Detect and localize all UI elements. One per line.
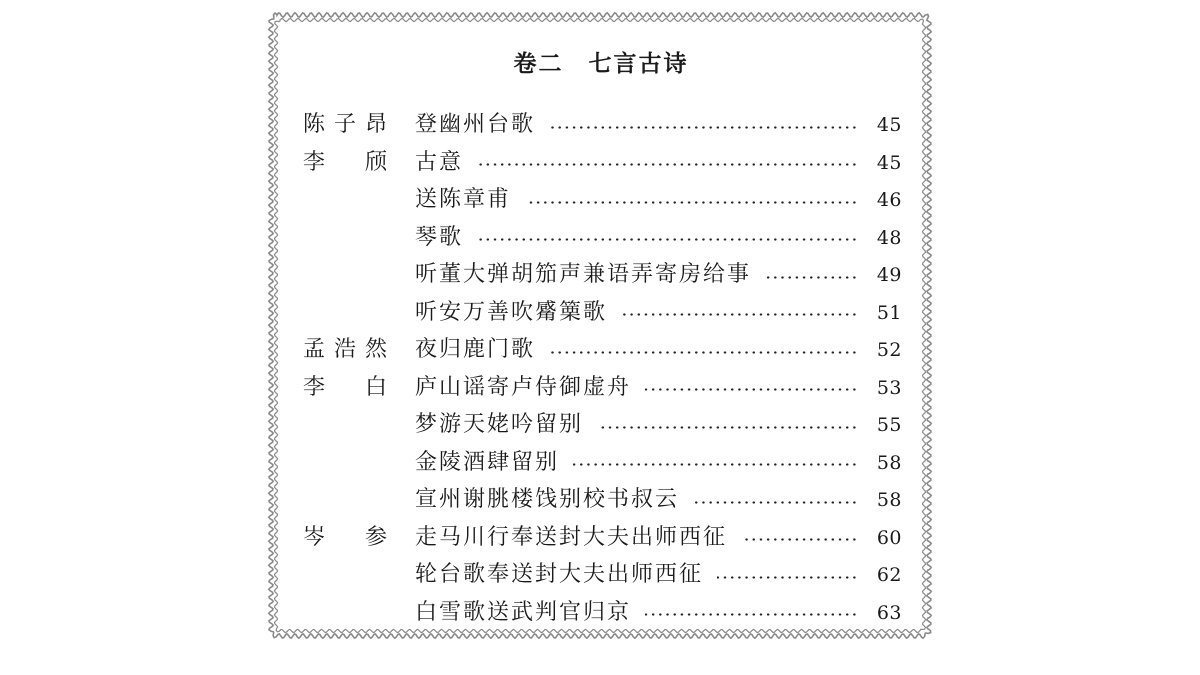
toc-entry-title: 梦游天姥吟留别 [415,412,584,437]
toc-entry-title-line [415,225,858,251]
toc-entry-author [303,262,387,288]
toc-entry-title: 送陈章甫 [415,187,512,212]
dot-leader [597,426,858,429]
toc-entry-author [303,412,387,438]
toc-entry-title: 宣州谢朓楼饯别校书叔云 [415,487,680,512]
toc-entry-author [303,375,387,401]
toc-entry-title: 听董大弹胡笳声兼语弄寄房给事 [415,262,752,287]
toc-entry-author [303,112,387,138]
toc-entry-page-number: 49 [876,264,902,286]
toc-entry-author [303,487,387,513]
toc-entry-title: 琴歌 [415,224,464,250]
toc-entry-title-line [415,150,858,176]
author-character: 岑 [303,524,326,550]
dot-leader [765,276,858,279]
dot-leader [717,576,858,579]
dot-leader [477,163,858,166]
toc-entry-page-number: 52 [876,339,902,361]
dot-leader [549,126,858,129]
toc-entry-page-number: 53 [876,376,902,399]
dot-leader [621,313,858,316]
toc-entry-page-number: 48 [876,226,902,249]
toc-entry-title: 听安万善吹觱篥歌 [415,299,608,325]
dot-leader [525,201,858,204]
author-character: 李 [303,374,326,400]
toc-entry-author [303,450,387,476]
author-character: 李 [303,149,326,175]
toc-entry-author [303,562,387,588]
toc-entry-page-number: 45 [876,151,902,174]
author-character: 陈 [303,112,326,137]
toc-entry-title: 走马川行奉送封大夫出师西征 [415,524,728,550]
toc-entry-page-number: 60 [876,526,902,549]
author-character: 参 [364,524,387,550]
toc-entry-author [303,525,387,551]
toc-entry-author [303,150,387,176]
toc-entry-page-number: 46 [876,189,902,211]
toc-entry-title: 庐山谣寄卢侍御虚舟 [415,374,632,400]
toc-entry-author [303,225,387,251]
dot-leader [645,388,858,391]
toc-entry-author [303,187,387,213]
section-title: 卷二 七言古诗 [513,50,689,77]
author-character: 孟 [303,337,326,362]
author-character: 颀 [364,149,387,175]
toc-entry-title: 登幽州台歌 [415,112,536,137]
author-character: 浩 [333,337,356,362]
toc-entry-page-number: 45 [876,114,902,136]
dot-leader [549,351,858,354]
toc-entry-title-line [415,187,858,213]
toc-entry-title: 古意 [415,149,464,175]
toc-entry-title: 轮台歌奉送封大夫出师西征 [415,562,704,587]
author-character: 白 [364,374,387,400]
toc-entry-page-number: 58 [876,451,902,474]
toc-entry-title-line [415,562,858,588]
toc-entry-title-line [415,600,858,626]
dot-leader [477,238,858,241]
dot-leader [741,538,858,541]
toc-entry-author [303,337,387,363]
toc-entry-page-number: 58 [876,489,902,511]
author-character: 昂 [364,112,387,137]
toc-entry-title-line [415,487,858,513]
toc-entry-page-number: 63 [876,601,902,624]
toc-entry-title-line [415,412,858,438]
toc-entry-page-number: 62 [876,564,902,586]
dot-leader [573,463,858,466]
toc-entry-title-line [415,337,858,363]
author-character: 子 [333,112,356,137]
author-character: 然 [364,337,387,362]
toc-entry-title: 金陵酒肆留别 [415,449,560,475]
dot-leader [693,501,858,504]
toc-entry-page-number: 55 [876,414,902,436]
toc-entry-page-number: 51 [876,301,902,324]
toc-entry-title-line [415,300,858,326]
toc-entry-title-line [415,450,858,476]
toc-entry-author [303,300,387,326]
toc-entry-title-line [415,262,858,288]
toc-entry-title-line [415,375,858,401]
toc-entry-title: 夜归鹿门歌 [415,337,536,362]
toc-entry [300,599,902,651]
dot-leader [645,613,858,616]
toc-entry-title-line [415,112,858,138]
toc-entry-title: 白雪歌送武判官归京 [415,599,632,625]
toc-entry-title-line [415,525,858,551]
toc-entry-author [303,600,387,626]
